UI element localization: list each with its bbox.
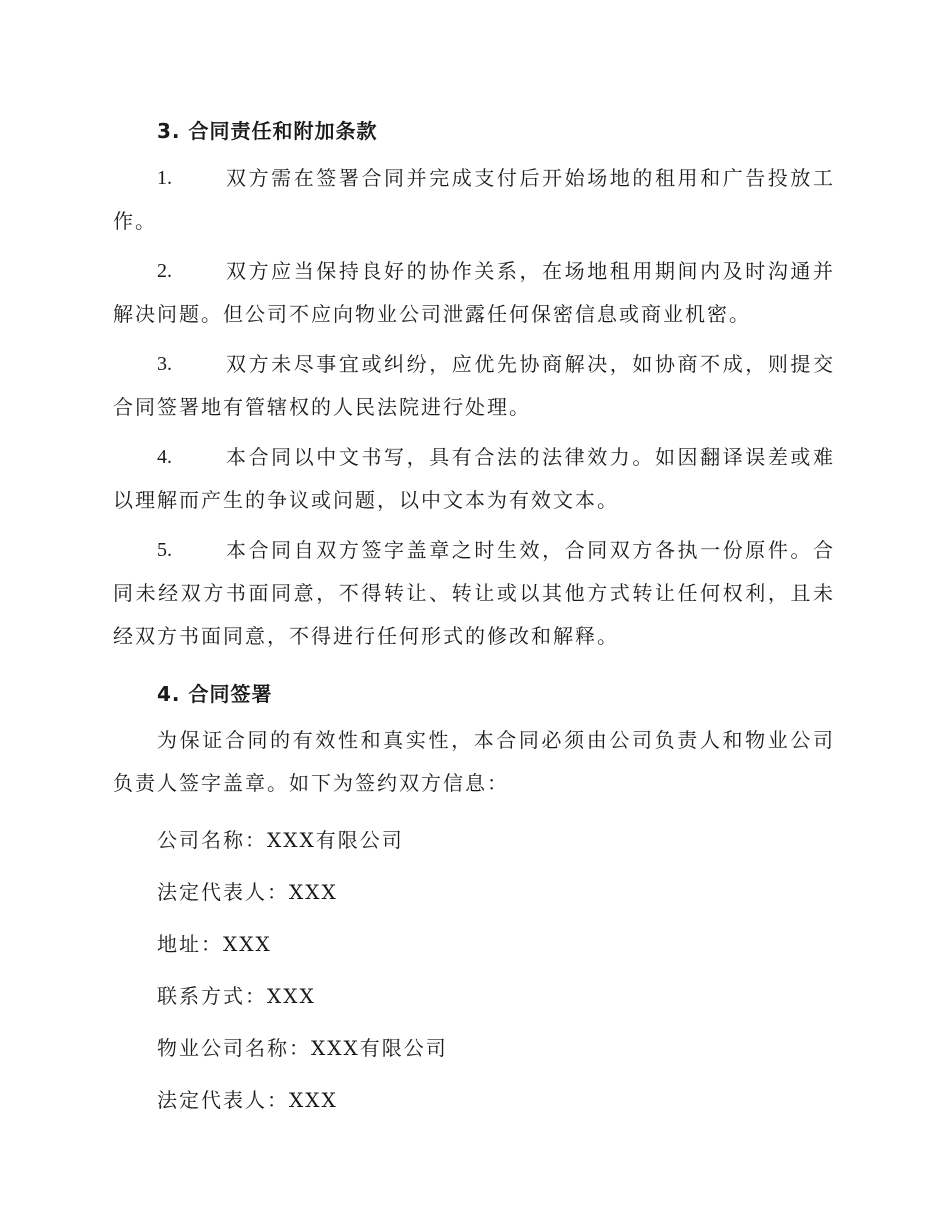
clause-text: 本合同以中文书写，具有合法的法律效力。如因翻译误差或难以理解而产生的争议或问题，以中文本为有效文本。: [113, 445, 835, 512]
clause-4: [113, 436, 835, 522]
clause-number: 4.: [157, 446, 172, 468]
property-company-name-line: 物业公司名称：XXX有限公司: [157, 1036, 448, 1060]
clause-text: 双方需在签署合同并完成支付后开始场地的租用和广告投放工作。: [113, 166, 835, 233]
clause-number: 1.: [157, 167, 172, 189]
company-legal-rep-line: 法定代表人：XXX: [157, 880, 338, 904]
section-4-heading: 4. 合同签署: [157, 682, 273, 706]
address-line: 地址：XXX: [157, 932, 272, 956]
clause-number: 3.: [157, 353, 172, 375]
signing-intro: 为保证合同的有效性和真实性，本合同必须由公司负责人和物业公司负责人签字盖章。如下为签约双方信息：: [113, 728, 835, 795]
clause-5: [113, 529, 835, 658]
clause-number: 5.: [157, 539, 172, 561]
clause-2: [113, 250, 835, 336]
contact-line: 联系方式：XXX: [157, 984, 316, 1008]
clause-text: 双方未尽事宜或纠纷，应优先协商解决，如协商不成，则提交合同签署地有管辖权的人民法院进行处理。: [113, 352, 835, 419]
property-legal-rep-line: 法定代表人：XXX: [157, 1088, 338, 1112]
clause-number: 2.: [157, 260, 172, 282]
section-3-heading: 3. 合同责任和附加条款: [157, 119, 378, 143]
clause-1: [113, 157, 835, 243]
clause-text: 本合同自双方签字盖章之时生效，合同双方各执一份原件。合同未经双方书面同意，不得转让、转让或以其他方式转让任何权利，且未经双方书面同意，不得进行任何形式的修改和解释。: [113, 538, 835, 648]
company-name-line: 公司名称：XXX有限公司: [157, 828, 404, 852]
clause-text: 双方应当保持良好的协作关系，在场地租用期间内及时沟通并解决问题。但公司不应向物业公司泄露任何保密信息或商业机密。: [113, 259, 835, 326]
clause-3: [113, 343, 835, 429]
